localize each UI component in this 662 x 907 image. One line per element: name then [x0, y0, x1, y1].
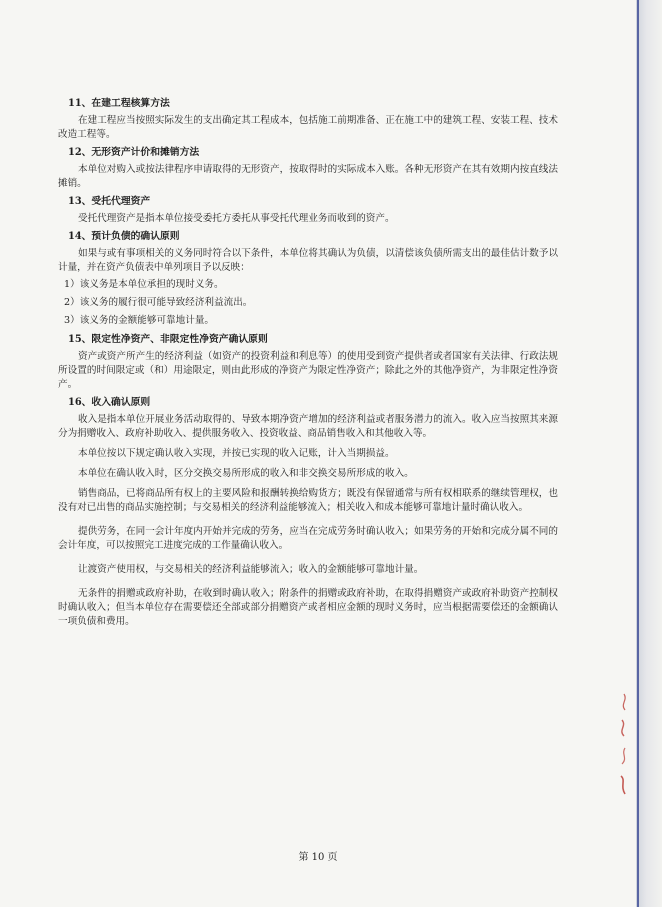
- section-11-paragraph: 在建工程应当按照实际发生的支出确定其工程成本，包括施工前期准备、正在施工中的建筑工程、安装工程、技术改造工程等。: [58, 115, 558, 140]
- section-12-paragraph: 本单位对购入或按法律程序申请取得的无形资产，按取得时的实际成本入账。各种无形资产在其有效期内按直线法摊销。: [58, 164, 558, 189]
- section-14-paragraph: 如果与或有事项相关的义务同时符合以下条件，本单位将其确认为负债，以清偿该负债所需支出的最佳估计数予以计量，并在资产负债表中单列项目予以反映：: [58, 248, 558, 273]
- section-16-paragraph-6: 让渡资产使用权，与交易相关的经济利益能够流入；收入的金额能够可靠地计量。: [78, 564, 424, 575]
- section-14-item-1: 1）该义务是本单位承担的现时义务。: [64, 279, 224, 290]
- section-16-paragraph-2: 本单位按以下规定确认收入实现，并按已实现的收入记账，计入当期损益。: [78, 448, 395, 459]
- page-number: 第 10 页: [298, 852, 338, 863]
- section-16-paragraph-3: 本单位在确认收入时，区分交换交易所形成的收入和非交换交易所形成的收入。: [78, 468, 414, 479]
- section-13-paragraph: 受托代理资产是指本单位接受委托方委托从事受托代理业务而收到的资产。: [78, 213, 395, 224]
- section-16-paragraph-5: 提供劳务，在同一会计年度内开始并完成的劳务，应当在完成劳务时确认收入；如果劳务的开始和完成分属不同的会计年度，可以按照完工进度完成的工作量确认收入。: [58, 526, 558, 551]
- section-11-heading: 11、在建工程核算方法: [68, 98, 170, 109]
- section-15-paragraph: 资产或资产所产生的经济利益（如资产的投资利益和利息等）的使用受到资产提供者或者国家有关法律、行政法规所设置的时间限定或（和）用途限定，则由此形成的净资产为限定性净资产；除此之外的其他净资产，为非限定性净资产。: [58, 351, 558, 390]
- binding-edge: [636, 0, 662, 907]
- document-body: [58, 96, 558, 632]
- binding-line: [637, 0, 639, 907]
- section-16-paragraph-7: 无条件的捐赠或政府补助，在收到时确认收入；附条件的捐赠或政府补助，在取得捐赠资产或政府补助资产控制权时确认收入；但当本单位存在需要偿还全部或部分捐赠资产或者相应金额的现时义务时，应当根据需要偿还的金额确认一项负债和费用。: [58, 588, 558, 627]
- section-14-item-2: 2）该义务的履行很可能导致经济利益流出。: [64, 297, 253, 308]
- section-12-heading: 12、无形资产计价和摊销方法: [68, 147, 200, 158]
- section-13-heading: 13、受托代理资产: [68, 196, 151, 207]
- section-16-paragraph-1: 收入是指本单位开展业务活动取得的、导致本期净资产增加的经济利益或者服务潜力的流入。收入应当按照其来源分为捐赠收入、政府补助收入、提供服务收入、投资收益、商品销售收入和其他收入等。: [58, 414, 558, 439]
- section-15-heading: 15、限定性净资产、非限定性净资产确认原则: [68, 334, 268, 345]
- section-16-heading: 16、收入确认原则: [68, 397, 151, 408]
- section-14-item-3: 3）该义务的金额能够可靠地计量。: [64, 315, 215, 326]
- section-16-paragraph-4: 销售商品，已将商品所有权上的主要风险和报酬转换给购货方；既没有保留通常与所有权相联系的继续管理权，也没有对已出售的商品实施控制；与交易相关的经济利益能够流入；相关收入和成本能够可靠地计量时确认收入。: [58, 488, 558, 513]
- red-seal-marks: [612, 690, 634, 800]
- section-14-heading: 14、预计负债的确认原则: [68, 231, 180, 242]
